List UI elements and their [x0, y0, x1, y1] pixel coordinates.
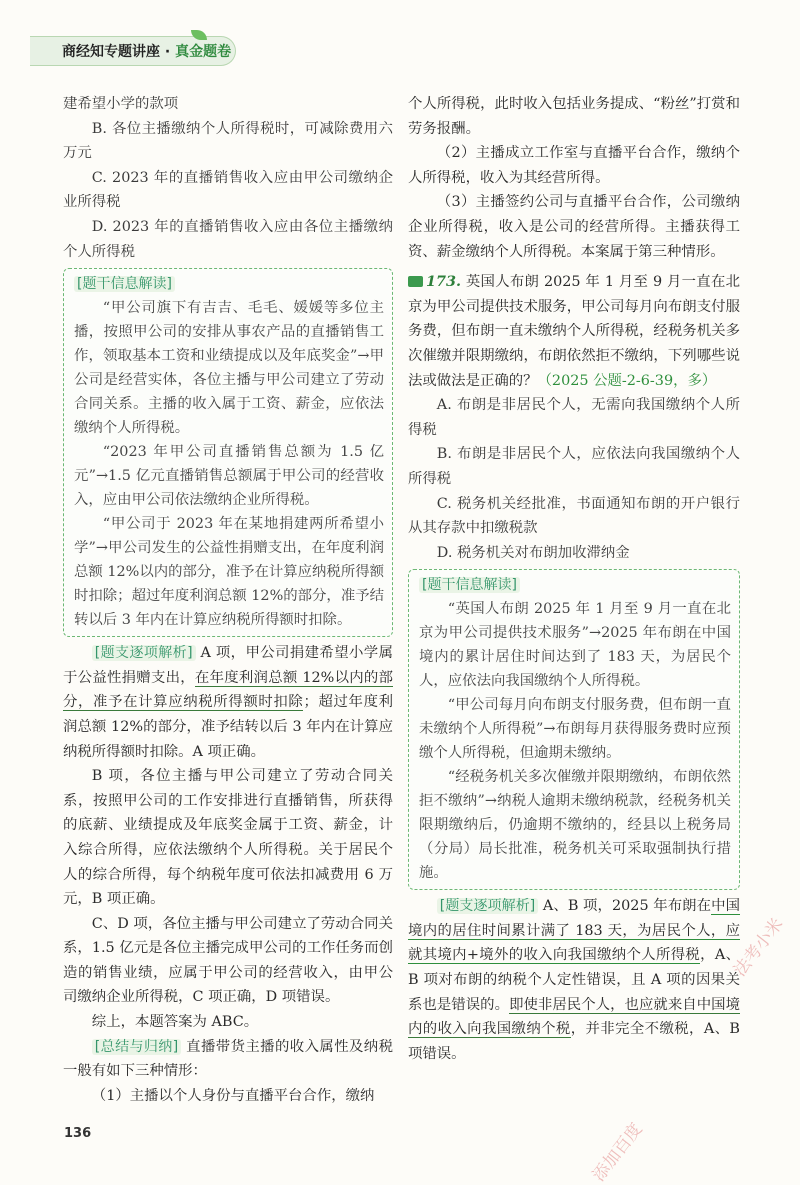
hint-paragraph: “英国人布朗 2025 年 1 月至 9 月一直在北京为甲公司提供技术服务”→2025 年布朗在中国境内的累计居住时间达到了 183 天，为居民个人，应依法向我国缴纳个人所得税。: [419, 601, 731, 690]
header-title-accent: 真金题卷: [175, 44, 232, 60]
analysis-tag: [题支逐项解析]: [437, 898, 538, 914]
hint-box: [408, 569, 740, 890]
summary-text: 直播带货主播的收入属性及纳税一般有如下三种情形：: [63, 1038, 393, 1080]
summary-item-3: （3）主播签约公司与直播平台合作，公司缴纳企业所得税，收入是公司的经营所得。主播获得工资、薪金缴纳个人所得税。本案属于第三种情形。: [408, 194, 740, 260]
hint-paragraph: “甲公司旗下有吉吉、毛毛、媛媛等多位主播，按照甲公司的安排从事农产品的直播销售工作，领取基本工资和业绩提成以及年底奖金”→甲公司是经营实体，各位主播与甲公司建立了劳动合同关系。主播的收入属于工资、薪金，应依法缴纳个人所得税。: [74, 300, 384, 437]
underlined-text: 中国境内的居住时间累计满了 183 天，为居民个人，应就其境内+境外的收入向我国缴纳个人所得税: [408, 898, 740, 964]
analysis-a: [63, 641, 393, 764]
underlined-text: 即使非居民个人，也应就来自中国境内的收入向我国缴纳个税: [408, 996, 740, 1038]
analysis-text: ，A、B 项对布朗的纳税个人定性错误，且 A 项的因果关系也是错误的。: [408, 947, 740, 1013]
left-column: [63, 92, 393, 1108]
question-lead: 建希望小学的款项: [63, 96, 179, 112]
hint-tag: [题干信息解读]: [74, 276, 175, 292]
option-a: A. 布朗是非居民个人，无需向我国缴纳个人所得税: [408, 397, 740, 438]
watermark: 法考小米: [729, 914, 788, 981]
hint-paragraph: “甲公司每月向布朗支付服务费，但布朗一直未缴纳个人所得税”→布朗每月获得服务费时应预缴个人所得税，但逾期未缴纳。: [419, 697, 731, 762]
header-title-prefix: 商经知专题讲座 ·: [62, 44, 176, 60]
question-text: 英国人布朗 2025 年 1 月至 9 月一直在北京为甲公司提供技术服务，甲公司每月向布朗支付服务费，但布朗一直未缴纳个人所得税，经税务机关多次催缴并限期缴纳，布朗依然拒不缴纳，下列哪些说法或做法是正确的？: [408, 274, 740, 389]
book-header: [30, 36, 236, 66]
analysis-b: B 项，各位主播与甲公司建立了劳动合同关系，按照甲公司的工作安排进行直播销售，所获得的底薪、业绩提成及年底奖金属于工资、薪金，计入综合所得，应依法缴纳个人所得税。关于居民个人的综合所得，每个纳税年度可依法扣减费用 6 万元，B 项正确。: [63, 768, 393, 908]
analysis-text: A、B 项，2025 年布朗在: [538, 898, 712, 915]
watermark: 添加百度: [588, 1119, 647, 1185]
option-d: D. 税务机关对布朗加收滞纳金: [436, 544, 630, 561]
summary-tag: [总结与归纳]: [92, 1039, 181, 1055]
option-c: C. 2023 年的直播销售收入应由甲公司缴纳企业所得税: [63, 169, 393, 211]
hint-box: [63, 268, 393, 637]
option-b: B. 各位主播缴纳个人所得税时，可减除费用六万元: [63, 120, 393, 162]
right-column: [408, 92, 740, 1066]
analysis-tag: [题支逐项解析]: [92, 645, 196, 661]
hint-paragraph: “经税务机关多次催缴并限期缴纳，布朗依然拒不缴纳”→纳税人逾期未缴纳税款，经税务机关限期缴纳后，仍逾期不缴纳的，经县以上税务局（分局）局长批准，税务机关可采取强制执行措施。: [419, 769, 731, 882]
option-b: B. 布朗是非居民个人，应依法向我国缴纳个人所得税: [408, 446, 740, 487]
hint-paragraph: “甲公司于 2023 年在某地捐建两所希望小学”→甲公司发生的公益性捐赠支出，在年度利润总额 12%以内的部分，准予在计算应纳税所得额时扣除；超过年度利润总额 12%的部分，准予结转以后 3 年内在计算应纳税所得额时扣除。: [74, 516, 384, 629]
leaf-icon: [191, 30, 207, 40]
question-source: （2025 公题-2-6-39，多）: [537, 372, 717, 389]
analysis-cd: C、D 项，各位主播与甲公司建立了劳动合同关系，1.5 亿元是各位主播完成甲公司的工作任务而创造的销售业绩，应属于甲公司的经营收入，由甲公司缴纳企业所得税，C 项正确，D 项错误。: [63, 915, 393, 1006]
option-c: C. 税务机关经批准，书面通知布朗的开户银行从其存款中扣缴税款: [408, 495, 740, 537]
analysis-ab: [408, 894, 740, 1066]
analysis-text: ；超过年度利润总额 12%的部分，准予结转以后 3 年内在计算应纳税所得额时扣除。A 项正确。: [63, 694, 393, 760]
analysis-text: ，并非完全不缴税，A、B 项错误。: [408, 1021, 740, 1062]
option-d: D. 2023 年的直播销售收入应由各位主播缴纳个人所得税: [63, 218, 393, 260]
question-icon: [408, 276, 423, 287]
summary-item-1: （1）主播以个人身份与直播平台合作，缴纳: [91, 1087, 375, 1104]
hint-tag: [题干信息解读]: [419, 577, 520, 593]
hint-paragraph: “2023 年甲公司直播销售总额为 1.5 亿元”→1.5 亿元直播销售总额属于甲公司的经营收入，应由甲公司依法缴纳企业所得税。: [74, 444, 384, 509]
analysis-conclusion: 综上，本题答案为 ABC。: [91, 1014, 259, 1031]
summary-item-2: （2）主播成立工作室与直播平台合作，缴纳个人所得税，收入为其经营所得。: [408, 145, 740, 186]
summary-item-1-cont: 个人所得税，此时收入包括业务提成、“粉丝”打赏和劳务报酬。: [408, 96, 740, 137]
question-number: 173.: [426, 273, 462, 291]
underlined-text: 在年度利润总额 12%以内的部分，准予在计算应纳税所得额时扣除: [63, 669, 393, 711]
analysis-text: A 项，甲公司捐建希望小学属于公益性捐赠支出，: [63, 645, 393, 686]
page-number: 136: [64, 1126, 92, 1141]
summary: [63, 1035, 393, 1084]
question-stem: [408, 270, 740, 393]
